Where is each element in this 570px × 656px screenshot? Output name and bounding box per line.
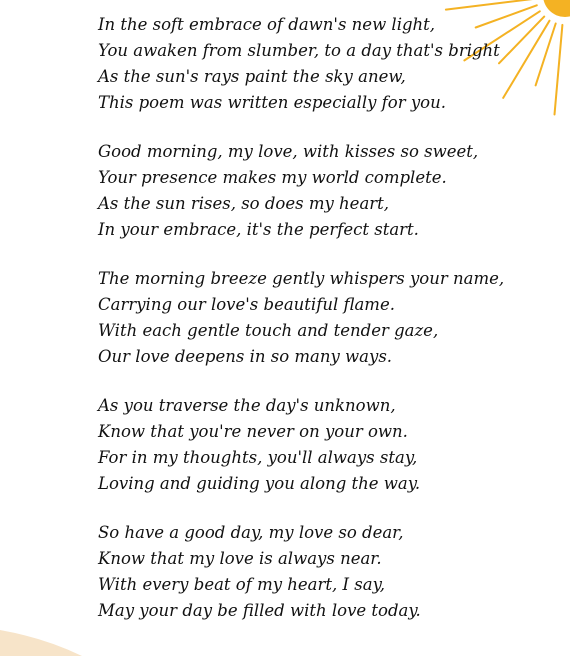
corner-decoration (0, 616, 90, 656)
poem-line: As you traverse the day's unknown, (98, 396, 396, 415)
poem-line: You awaken from slumber, to a day that's bright (98, 41, 500, 60)
stanza-1 (98, 12, 538, 116)
poem-line: Carrying our love's beautiful flame. (98, 295, 395, 314)
poem-line: For in my thoughts, you'll always stay, (98, 448, 418, 467)
sun-ray (536, 24, 556, 86)
poem-line: Loving and guiding you along the way. (98, 474, 421, 493)
poem-line: In the soft embrace of dawn's new light, (98, 15, 436, 34)
poem-line: May your day be filled with love today. (98, 601, 421, 620)
poem-line: This poem was written especially for you. (98, 93, 446, 112)
poem-line: Know that my love is always near. (98, 549, 382, 568)
poem-line: Know that you're never on your own. (98, 422, 408, 441)
poem-line: With every beat of my heart, I say, (98, 575, 385, 594)
poem-line: As the sun's rays paint the sky anew, (98, 67, 406, 86)
stanza-5 (98, 520, 538, 624)
stanza-2 (98, 139, 538, 243)
poem-line: So have a good day, my love so dear, (98, 523, 404, 542)
sun-ray (555, 25, 563, 115)
poem-line: In your embrace, it's the perfect start. (98, 220, 419, 239)
poem-line: Our love deepens in so many ways. (98, 347, 393, 366)
poem-line: Good morning, my love, with kisses so sweet, (98, 142, 479, 161)
stanza-3 (98, 266, 538, 370)
stanza-4 (98, 393, 538, 497)
poem-line: Your presence makes my world complete. (98, 168, 447, 187)
sun-core (543, 0, 570, 17)
poem-line: With each gentle touch and tender gaze, (98, 321, 439, 340)
poem (98, 12, 538, 647)
poem-line: As the sun rises, so does my heart, (98, 194, 390, 213)
poem-line: The morning breeze gently whispers your name, (98, 269, 505, 288)
sun-ray (446, 0, 535, 10)
